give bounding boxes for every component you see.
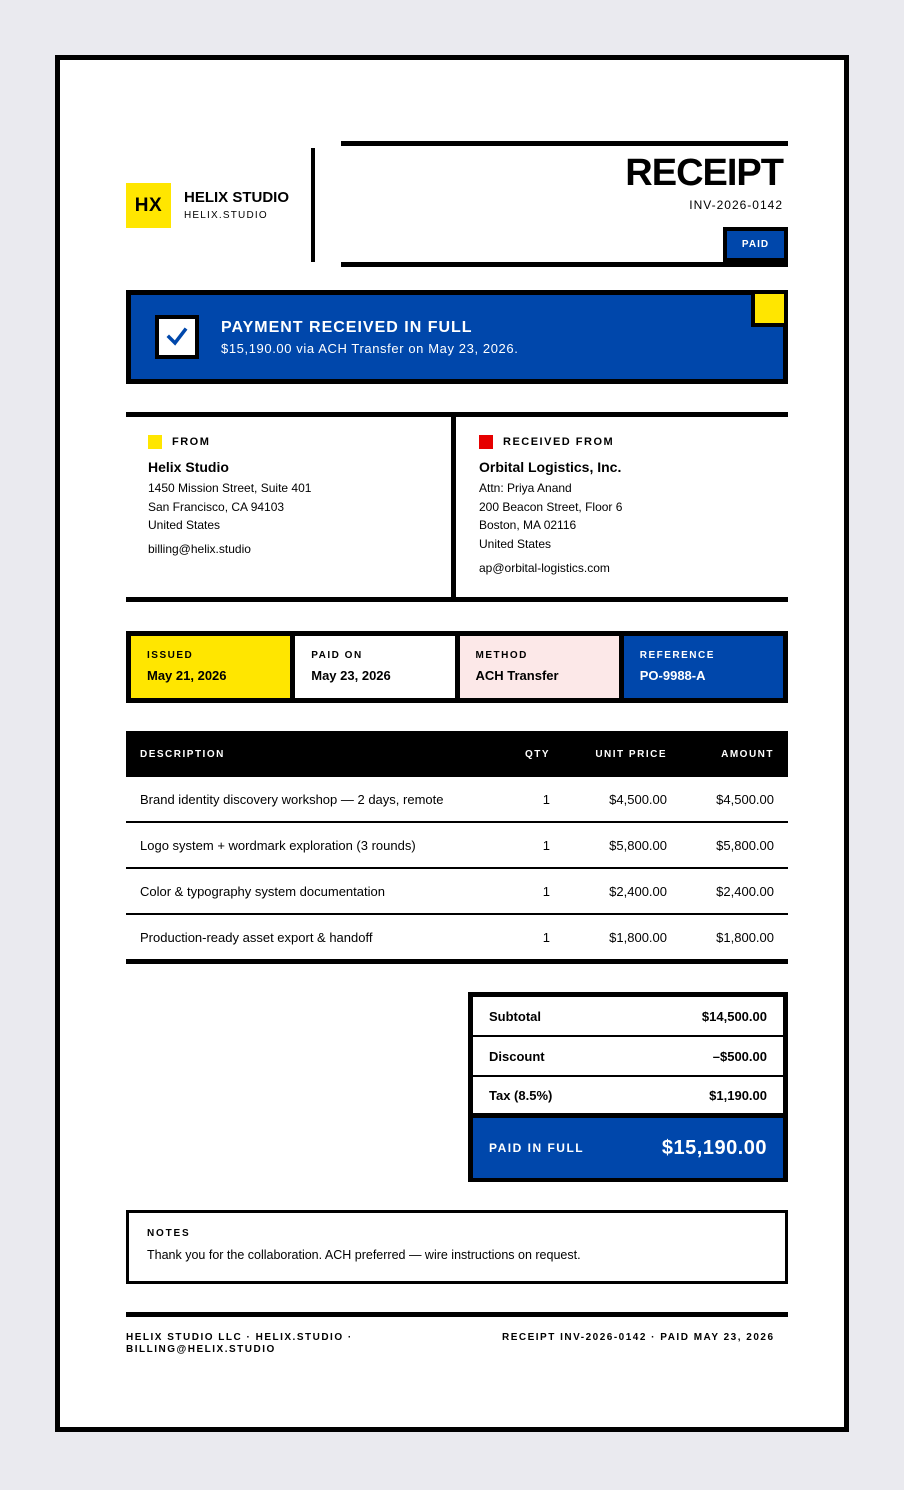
meta-method [460,636,619,698]
meta-label: METHOD [475,650,528,661]
footer-left: HELIX STUDIO LLC · HELIX.STUDIO · BILLING@HELIX.STUDIO [126,1332,353,1355]
header-rule-bottom [341,262,788,267]
brand-name: HELIX STUDIO [184,189,290,206]
from-name: Helix Studio [148,459,229,475]
meta-label: PAID ON [311,650,363,661]
meta-paid-on [295,636,454,698]
banner-accent-square [751,290,788,327]
received-from-email: ap@orbital-logistics.com [479,560,610,575]
from-address-line: United States [148,518,221,533]
line-items-table [126,731,788,964]
tax-row [473,1077,783,1118]
received-from-name: Orbital Logistics, Inc. [479,459,622,475]
grand-total-value: $15,190.00 [661,1136,767,1159]
brand-url: HELIX.STUDIO [184,210,268,221]
meta-value: ACH Transfer [475,668,559,683]
cell-description: Color & typography system documentation [140,883,385,899]
table-row [126,777,788,823]
subtotal-value: $14,500.00 [701,1008,767,1024]
from-address-line: San Francisco, CA 94103 [148,499,285,514]
cell-description: Logo system + wordmark exploration (3 rounds) [140,837,416,853]
table-row [126,915,788,964]
cell-unit-price: $5,800.00 [609,837,667,853]
parties-rule-bottom [126,597,788,602]
cell-unit-price: $4,500.00 [609,791,667,807]
brand-logo: HX [126,183,171,228]
cell-qty: 1 [542,883,550,899]
from-address-line: 1450 Mission Street, Suite 401 [148,481,312,495]
received-from-address-line: United States [479,537,552,552]
cell-qty: 1 [542,929,550,945]
banner-title: PAYMENT RECEIVED IN FULL [221,319,473,336]
col-qty: QTY [524,748,550,760]
notes-text: Thank you for the collaboration. ACH preferred — wire instructions on request. [147,1248,581,1262]
footer-right: RECEIPT INV-2026-0142 · PAID MAY 23, 2026 [502,1332,775,1343]
received-from-label: RECEIVED FROM [503,436,615,448]
col-unit-price: UNIT PRICE [595,748,667,760]
receipt-sheet [55,55,849,1432]
col-amount: AMOUNT [721,748,774,760]
red-square-icon [479,435,493,449]
table-row [126,869,788,915]
grand-total-label: PAID IN FULL [489,1141,585,1155]
status-badge: PAID [723,227,788,262]
footer-rule [126,1312,788,1317]
from-block [148,435,311,556]
checkmark-icon [155,315,199,359]
discount-label: Discount [489,1048,545,1064]
from-email: billing@helix.studio [148,542,251,557]
meta-issued [131,636,290,698]
subtotal-label: Subtotal [489,1008,541,1024]
parties-divider [451,412,456,602]
parties-rule-top [126,412,788,417]
invoice-number: INV-2026-0142 [689,198,783,212]
meta-label: ISSUED [147,650,194,661]
yellow-square-icon [148,435,162,449]
meta-value: May 23, 2026 [311,668,391,683]
col-description: DESCRIPTION [140,748,225,760]
cell-amount: $2,400.00 [716,883,774,899]
meta-reference [624,636,783,698]
meta-value: PO-9988-A [639,668,706,683]
cell-amount: $5,800.00 [716,837,774,853]
received-from-address-line: Boston, MA 02116 [479,518,577,533]
meta-value: May 21, 2026 [147,668,227,683]
cell-unit-price: $1,800.00 [609,929,667,945]
subtotal-row [473,997,783,1037]
discount-row [473,1037,783,1077]
discount-value: –$500.00 [712,1048,767,1064]
header-divider [311,148,315,262]
table-header [126,731,788,777]
from-label: FROM [172,436,211,448]
notes-box [126,1210,788,1284]
cell-description: Brand identity discovery workshop — 2 days, remote [140,791,444,807]
cell-unit-price: $2,400.00 [609,883,667,899]
tax-label: Tax (8.5%) [489,1087,553,1103]
banner-subtitle: $15,190.00 via ACH Transfer on May 23, 2026. [221,341,519,356]
cell-qty: 1 [542,837,550,853]
table-row [126,823,788,869]
received-from-block [479,435,622,575]
received-from-address-line: 200 Beacon Street, Floor 6 [479,499,623,514]
cell-amount: $1,800.00 [716,929,774,945]
payment-banner [126,290,788,384]
meta-label: REFERENCE [639,650,715,661]
header-rule-top [341,141,788,146]
cell-qty: 1 [542,791,550,807]
totals-box [468,992,788,1182]
received-from-address-line: Attn: Priya Anand [479,481,572,495]
cell-description: Production-ready asset export & handoff [140,929,373,945]
meta-strip [126,631,788,703]
tax-value: $1,190.00 [709,1087,767,1103]
page-title: RECEIPT [625,152,783,194]
grand-total-row [473,1118,783,1178]
notes-label: NOTES [147,1228,191,1239]
cell-amount: $4,500.00 [716,791,774,807]
